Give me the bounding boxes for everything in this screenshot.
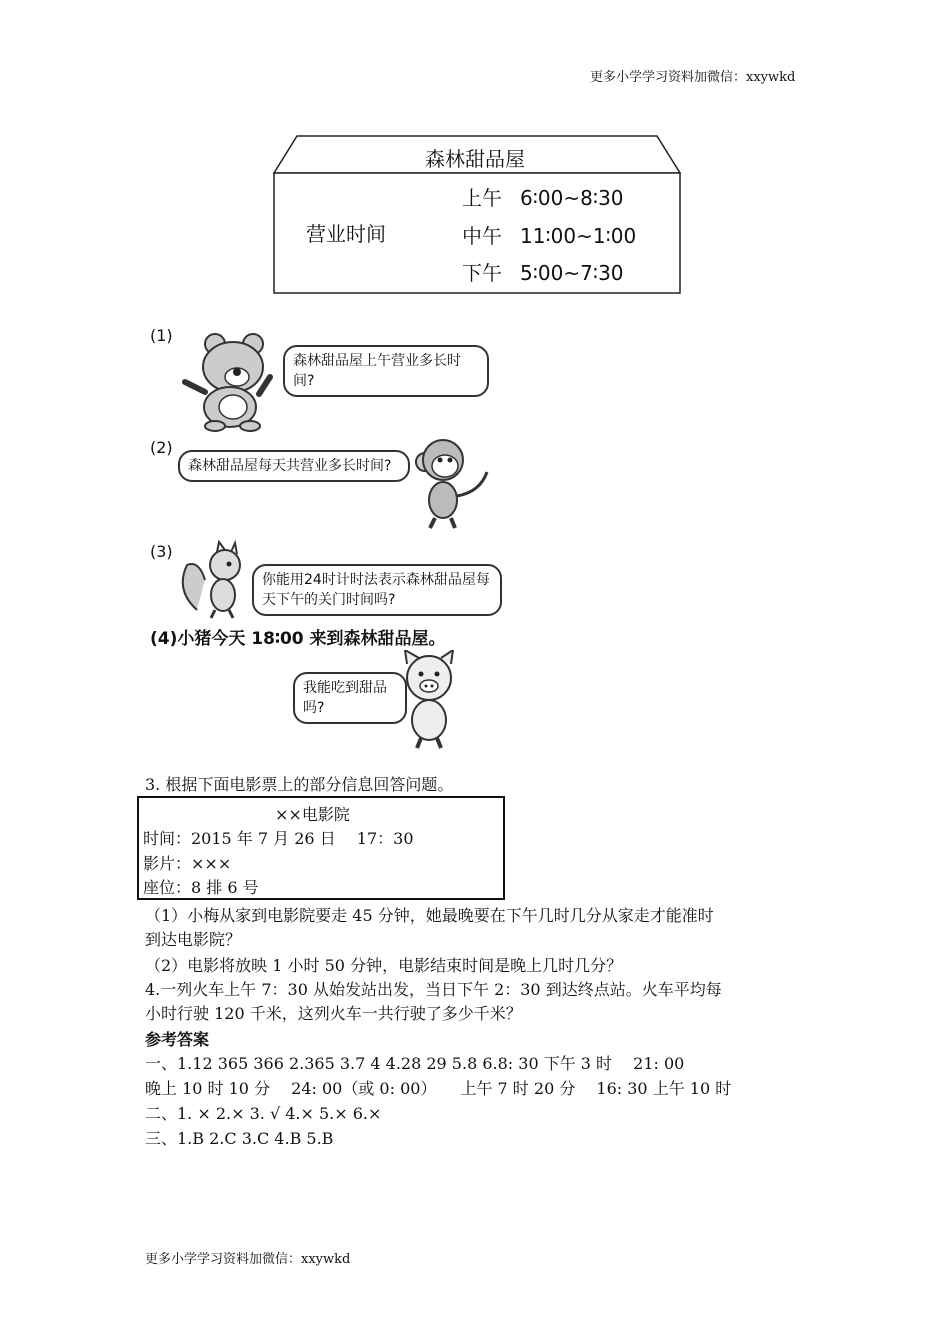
speech-bubble: 我能吃到甜品吗? [293, 672, 407, 724]
squirrel-illustration [175, 540, 255, 620]
speech-bubble: 你能用24时计时法表示森林甜品屋每天下午的关门时间吗? [252, 564, 502, 616]
hours-period: 中午 [462, 224, 502, 248]
pig-illustration [395, 650, 465, 750]
hours-label: 营业时间 [306, 222, 386, 246]
hours-row-noon [462, 220, 636, 249]
hours-time: 11∶00~1∶00 [520, 224, 637, 248]
question-4-dialogue: (4)小猪今天 18∶00 来到森林甜品屋。 [150, 629, 446, 649]
speech-bubble: 森林甜品屋每天共营业多长时间? [178, 450, 410, 482]
ticket-film: 影片：××× [143, 854, 232, 873]
footer-note: 更多小学学习资料加微信：xxywkd [145, 1252, 351, 1267]
dialogue-number: (2) [150, 438, 173, 457]
hours-period: 上午 [462, 186, 502, 210]
question-4-line1: 4.一列火车上午 7：30 从始发站出发，当日下午 2：30 到达终点站。火车平均每 [145, 980, 722, 999]
question-3-sub1-line1: （1）小梅从家到电影院要走 45 分钟，她最晚要在下午几时几分从家走才能准时 [145, 906, 714, 925]
sign-title: 森林甜品屋 [425, 147, 525, 171]
movie-ticket [137, 796, 505, 900]
answer-line: 一、1.12 365 366 2.365 3.7 4 4.28 29 5.8 6.8: 30 下午 3 时 21: 00 [145, 1054, 685, 1073]
hours-time: 6∶00~8∶30 [520, 186, 624, 210]
answers-title: 参考答案 [145, 1030, 210, 1049]
ticket-seat: 座位：8 排 6 号 [143, 878, 259, 897]
question-3-sub2: （2）电影将放映 1 小时 50 分钟，电影结束时间是晚上几时几分？ [145, 956, 623, 975]
dialogue-number: (3) [150, 542, 173, 561]
answer-line: 晚上 10 时 10 分 24: 00（或 0: 00） 上午 7 时 20 分 16: 30 上午 10 时 [145, 1079, 732, 1098]
hours-period: 下午 [462, 261, 502, 285]
question-3-title: 3. 根据下面电影票上的部分信息回答问题。 [145, 775, 454, 794]
hours-time: 5∶00~7∶30 [520, 261, 624, 285]
answer-line: 二、1. × 2.× 3. √ 4.× 5.× 6.× [145, 1104, 382, 1123]
monkey-illustration [405, 432, 500, 532]
ticket-time: 时间：2015 年 7 月 26 日 17：30 [143, 829, 414, 848]
speech-bubble: 森林甜品屋上午营业多长时间? [283, 345, 489, 397]
ticket-cinema: ××电影院 [275, 805, 350, 824]
dialogue-number: (1) [150, 326, 173, 345]
hours-row-afternoon [462, 257, 624, 286]
hours-row-morning [462, 182, 624, 211]
header-note: 更多小学学习资料加微信：xxywkd [590, 70, 796, 85]
answer-line: 三、1.B 2.C 3.C 4.B 5.B [145, 1129, 334, 1148]
bear-illustration [175, 322, 285, 432]
question-4-line2: 小时行驶 120 千米，这列火车一共行驶了多少千米？ [145, 1004, 522, 1023]
question-3-sub1-line2: 到达电影院？ [145, 930, 242, 949]
